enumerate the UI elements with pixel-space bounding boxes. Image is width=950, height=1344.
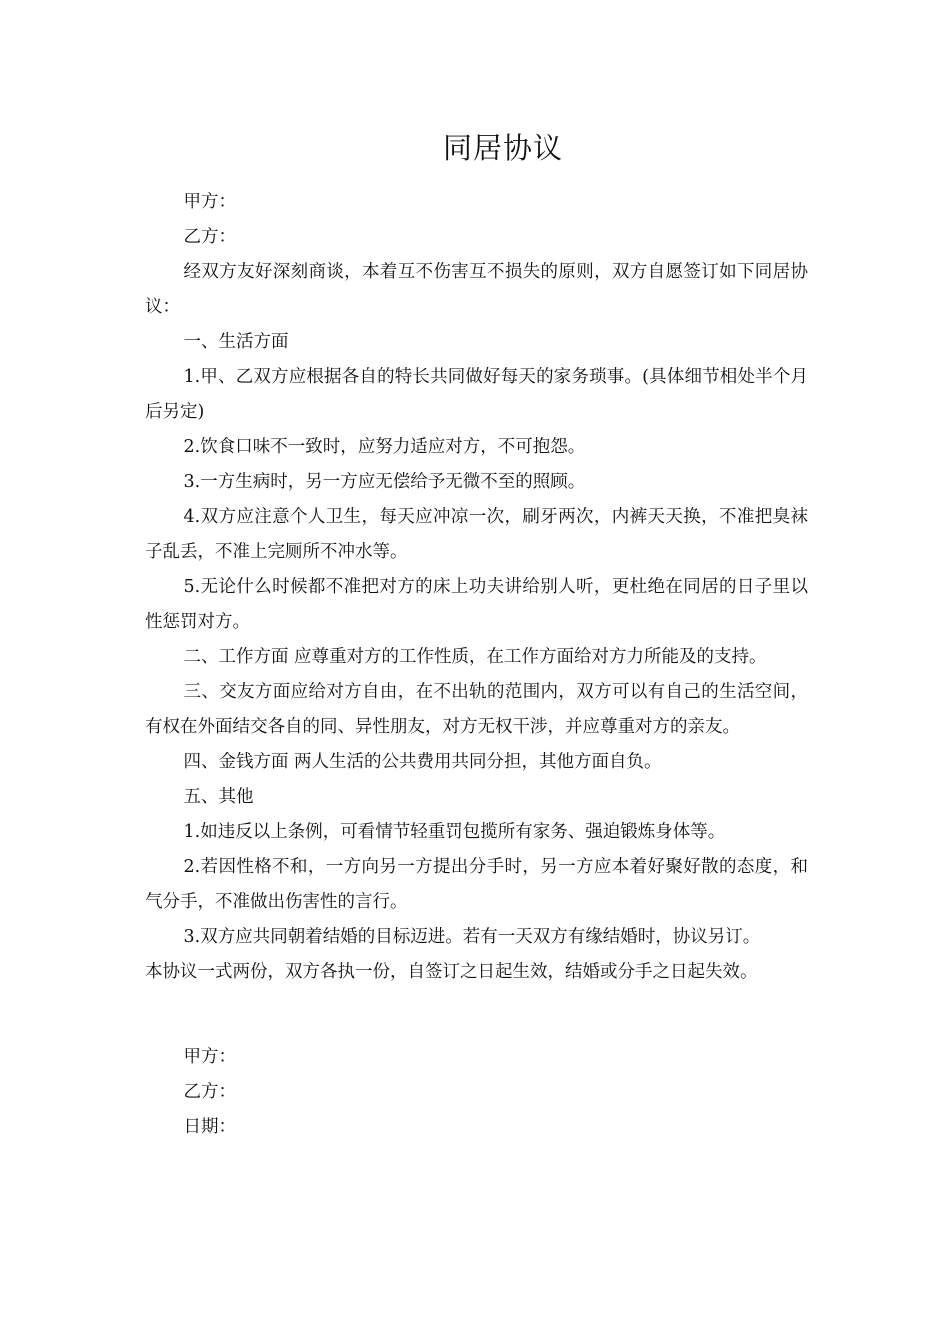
signature-date: 日期： [183, 1117, 236, 1137]
clause-life-1: 1.甲、乙双方应根据各自的特长共同做好每天的家务琐事。(具体细节相处半个月后另定) [145, 367, 808, 422]
document-body [145, 185, 808, 990]
intro-paragraph: 经双方友好深刻商谈，本着互不伤害互不损失的原则，双方自愿签订如下同居协议： [145, 262, 808, 317]
section-heading-life: 一、生活方面 [183, 332, 289, 352]
section-work: 二、工作方面 应尊重对方的工作性质，在工作方面给对方力所能及的支持。 [183, 647, 767, 667]
section-heading-other: 五、其他 [183, 787, 254, 807]
signature-party-a: 甲方： [183, 1047, 236, 1067]
section-money: 四、金钱方面 两人生活的公共费用共同分担，其他方面自负。 [183, 752, 662, 772]
signature-block [145, 1040, 808, 1145]
section-friends: 三、交友方面应给对方自由，在不出轨的范围内，双方可以有自己的生活空间，有权在外面结交各自的同、异性朋友，对方无权干涉，并应尊重对方的亲友。 [145, 682, 808, 737]
closing-line: 本协议一式两份，双方各执一份，自签订之日起生效，结婚或分手之日起失效。 [145, 962, 758, 982]
signature-party-b: 乙方： [183, 1082, 236, 1102]
party-b-label: 乙方： [183, 227, 236, 247]
party-a-label: 甲方： [183, 192, 236, 212]
clause-life-4: 4.双方应注意个人卫生，每天应冲凉一次，刷牙两次，内裤天天换，不准把臭袜子乱丢，不准上完厕所不冲水等。 [145, 507, 808, 562]
clause-life-2: 2.饮食口味不一致时，应努力适应对方，不可抱怨。 [183, 437, 586, 457]
clause-life-3: 3.一方生病时，另一方应无偿给予无微不至的照顾。 [183, 472, 586, 492]
clause-other-2: 2.若因性格不和，一方向另一方提出分手时，另一方应本着好聚好散的态度，和气分手，不准做出伤害性的言行。 [145, 857, 808, 912]
clause-other-3: 3.双方应共同朝着结婚的目标迈进。若有一天双方有缘结婚时，协议另订。 [183, 927, 761, 947]
clause-other-1: 1.如违反以上条例，可看情节轻重罚包揽所有家务、强迫锻炼身体等。 [183, 822, 726, 842]
clause-life-5: 5.无论什么时候都不准把对方的床上功夫讲给别人听，更杜绝在同居的日子里以性惩罚对方。 [145, 577, 808, 632]
document-title: 同居协议 [442, 131, 563, 165]
